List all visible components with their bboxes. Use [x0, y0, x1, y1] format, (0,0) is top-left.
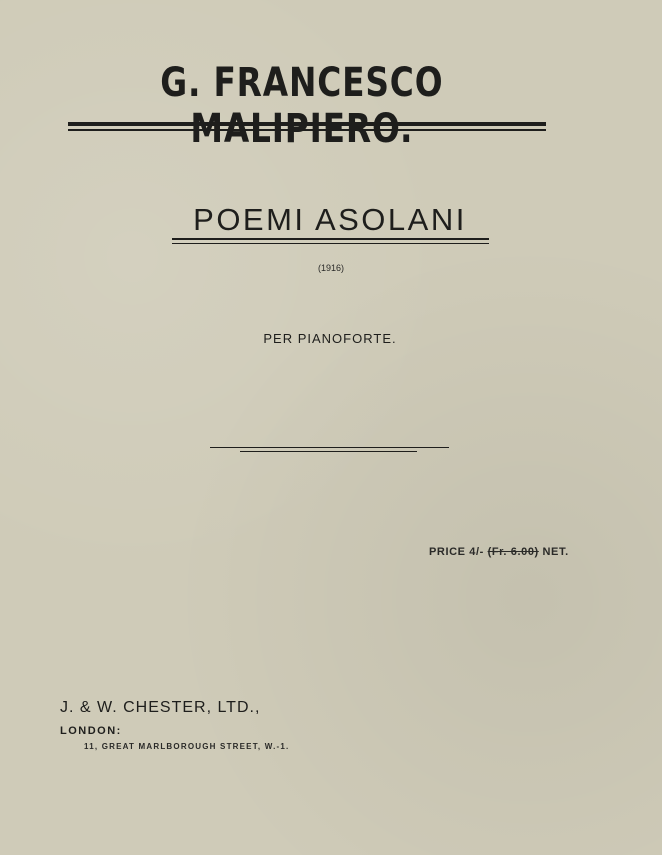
- price-prefix: PRICE 4/-: [429, 546, 488, 558]
- title-rule-lower: [172, 243, 489, 244]
- publisher-name: J. & W. CHESTER, LTD.,: [60, 699, 261, 716]
- instrumentation: PER PIANOFORTE.: [263, 331, 397, 346]
- price-struck: (Fr. 6.00): [487, 546, 539, 558]
- price-line: [429, 546, 569, 558]
- work-title: POEMI ASOLANI: [193, 202, 467, 237]
- composer-name: G. FRANCESCO: [160, 60, 444, 106]
- title-rule-upper: [172, 238, 489, 240]
- composer-rule-thick: [68, 122, 546, 126]
- price-suffix: NET.: [538, 546, 569, 558]
- composer-rule-thin: [68, 129, 546, 131]
- publisher-address: 11, GREAT MARLBOROUGH STREET, W.-1.: [84, 742, 290, 751]
- year: (1916): [317, 263, 344, 273]
- publisher-city: LONDON:: [60, 725, 122, 737]
- divider-rule-lower: [240, 451, 417, 452]
- divider-rule-upper: [210, 447, 449, 448]
